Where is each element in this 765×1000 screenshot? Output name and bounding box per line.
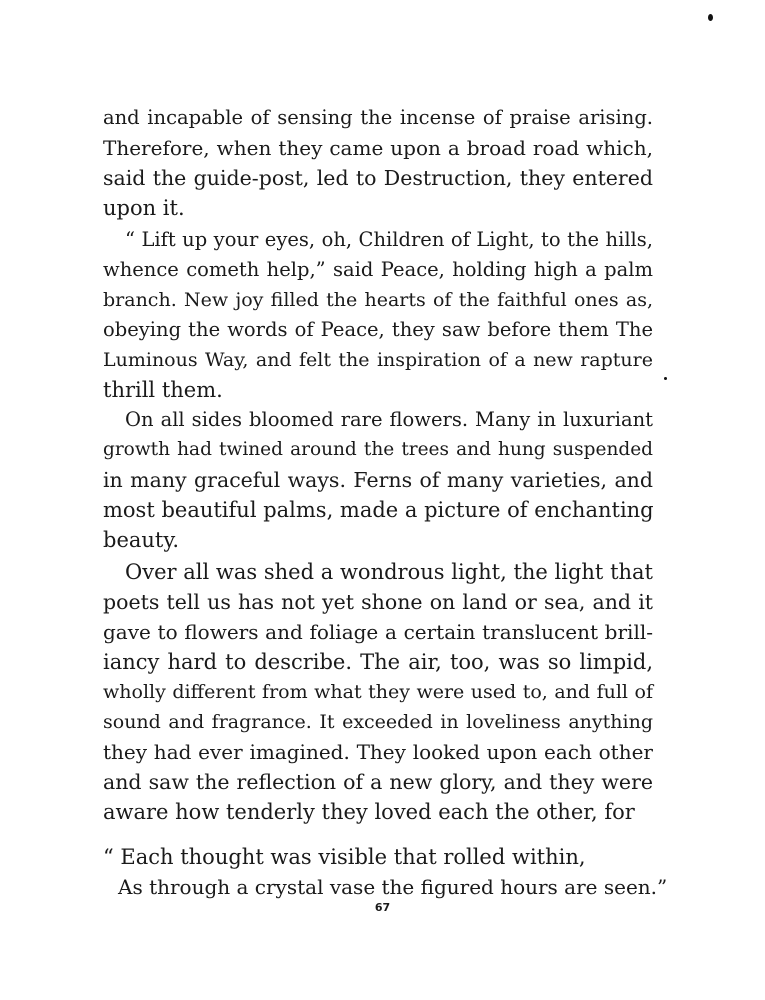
- text-line: and saw the reflection of a new glory, and they were: [103, 770, 653, 794]
- text-line: beauty.: [103, 528, 180, 552]
- text-line: most beautiful palms, made a picture of enchanting: [103, 498, 654, 522]
- ink-speck: [708, 14, 713, 21]
- text-line: they had ever imagined. They looked upon each other: [103, 740, 653, 764]
- text-line: Luminous Way, and felt the inspiration of a new rapture: [103, 349, 653, 371]
- text-line: poets tell us has not yet shone on land or sea, and it: [103, 590, 653, 614]
- text-line: aware how tenderly they loved each the other, for: [103, 800, 635, 824]
- text-line: gave to flowers and foliage a certain translucent brill-: [103, 620, 653, 644]
- text-line: obeying the words of Peace, they saw before them The: [103, 318, 653, 341]
- text-line: in many graceful ways. Ferns of many varieties, and: [103, 468, 653, 492]
- text-line: sound and fragrance. It exceeded in loveliness anything: [103, 711, 653, 733]
- text-line: Therefore, when they came upon a broad road which,: [103, 136, 653, 160]
- text-line: said the guide-post, led to Destruction, they entered: [103, 166, 653, 190]
- text-line: iancy hard to describe. The air, too, was so limpid,: [103, 650, 653, 674]
- verse-line: As through a crystal vase the figured hours are seen.”: [118, 875, 668, 899]
- ink-speck: [664, 377, 667, 380]
- text-line: and incapable of sensing the incense of praise arising.: [103, 106, 653, 129]
- text-line: growth had twined around the trees and hung suspended: [103, 439, 653, 460]
- text-line: On all sides bloomed rare flowers. Many in luxuriant: [125, 408, 653, 431]
- verse-line: “ Each thought was visible that rolled within,: [103, 845, 586, 869]
- page-number: 67: [374, 901, 391, 914]
- text-line: upon it.: [103, 196, 185, 220]
- text-line: whence cometh help,” said Peace, holding high a palm: [103, 258, 653, 281]
- text-line: “ Lift up your eyes, oh, Children of Light, to the hills,: [125, 228, 653, 251]
- text-line: wholly different from what they were used to, and full of: [103, 681, 653, 703]
- text-line: branch. New joy filled the hearts of the faithful ones as,: [103, 289, 653, 311]
- text-line: thrill them.: [103, 378, 223, 402]
- text-line: Over all was shed a wondrous light, the light that: [125, 560, 653, 584]
